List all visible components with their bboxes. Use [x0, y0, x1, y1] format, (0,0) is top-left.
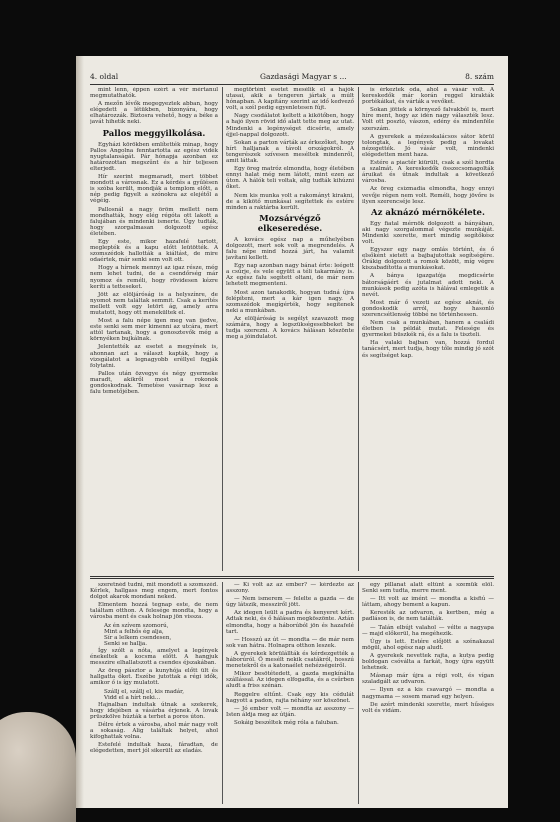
article-heading: Mozsárvégző elkeseredése.	[257, 213, 323, 234]
feuilleton-column-3	[362, 582, 494, 804]
paragraph: Nem kis munka volt a rakományt kirakni, de a kikötő munkásai segítettek és estére minden a raktárba került.	[226, 192, 354, 211]
paragraph: Egyházi körökben említették minap, hogy Pallos Angolna fenntartotta az egész vidék nyugtalanságát. Pár hónapja azonban ez határozottan megszűnt és a hír teljesen elterjedt.	[90, 141, 218, 172]
header-rule	[90, 84, 494, 85]
paragraph: Sokan a parton várták az érkezőket, hogy hírt halljanak a távoli országokról. A tengerészek szívesen meséltek mindenről, amit láttak.	[226, 139, 354, 165]
column-divider	[358, 582, 359, 804]
paragraph: Sokáig beszéltek még róla a faluban.	[234, 719, 339, 726]
paragraph: Egy nap azonban nagy bánat érte: leégett a csűrje, és vele együtt a téli takarmány is. Az egész falu segített oltani, de már nem lehetett megmenteni.	[226, 263, 354, 288]
paragraph: Az idegen leült a padra és kenyeret kért. Adtak neki, és ő hálásan megköszönte. Aztán elmondta, hogy a háborúból jön és hazafelé tart.	[226, 610, 354, 635]
paragraph: Estefelé indultak haza, fáradtan, de elégedetten, mert jól sikerült az eladás.	[90, 742, 218, 755]
paragraph: Reggelre eltűnt. Csak egy kis cédulát hagyott a padon, rajta néhány sor köszönet.	[226, 691, 354, 704]
paragraph: Keresték az udvaron, a kertben, még a padláson is, de nem találták.	[362, 610, 494, 623]
column-1	[90, 87, 218, 571]
paragraph: Egy este, mikor hazafelé tartott, meglepték és a kapu előtt leütötték. A szomszédok hallották a kiáltást, de mire odaértek, már senki sem volt ott.	[90, 238, 218, 264]
verse-line: Sír a lelkem csendesen,	[104, 634, 172, 641]
paragraph: A gyerekek a mézeskalácsos sátor körül tolongtak, a legények pedig a lovakat nézegették. Jó vásár volt, mindenki elégedetten ment haza.	[362, 133, 494, 158]
paragraph: Hír szerint megmaradt, mert többet mondott a városnak. Ez a kérdés a gyűlésen is szóba került, mondják a templom előtt, a nép pedig figyelt a szónokra az elejétől a végéig.	[90, 174, 218, 205]
paragraph: is érkeztek oda, ahol a vásár volt. A kereskedők már korán reggel kirakták portékáikat, és várták a vevőket.	[362, 87, 494, 106]
section-rule	[90, 578, 494, 579]
paragraph: Jött az elöljáróság is a helyszínre, de nyomot nem találtak semmit. Csak a kerítés mellett volt egy letört ág, amely arra mutatott, hogy ott menekültek el.	[90, 291, 218, 316]
paragraph: — Ki volt az az ember? — kérdezte az asszony.	[226, 582, 354, 595]
paragraph: A gyerekek körülállták és kérdezgették a háborúról. Ő mesélt nekik csatákról, hosszú menetekről és a katonaélet nehézségeiről.	[226, 650, 354, 670]
paragraph: Az öreg csizmadia elmondta, hogy ennyi vevője régen nem volt. Reméli, hogy jövőre is ilyen szerencséje lesz.	[362, 186, 494, 205]
verse-block	[90, 689, 218, 701]
paragraph: mint lenn, éppen ezért a vér mértanul megmutathatók.	[90, 87, 218, 100]
paragraph: Másnap már újra a régi volt, és vígan szaladgált az udvaron.	[362, 673, 494, 686]
thumb-holding-page	[0, 712, 76, 822]
paragraph: egy pillanat alatt eltűnt a szemük elől. Senki sem tudta, merre ment.	[362, 582, 494, 595]
paragraph: Délre értek a városba, ahol már nagy volt a sokaság. Alig találtak helyet, ahol kifoghattak volna.	[90, 721, 218, 741]
paragraph: Sokan jöttek a környező falvakból is, mert híre ment, hogy az idén nagy választék lesz. Volt ott posztó, vászon, edény és mindenféle szerszám.	[362, 107, 494, 132]
feuilleton-column-1	[90, 582, 218, 804]
verse-line: Senki se hallja.	[104, 640, 148, 647]
column-divider	[222, 87, 223, 571]
paragraph: — Itt volt az imént — mondta a kisfiú — láttam, ahogy bement a kapun.	[362, 596, 494, 609]
paragraph: A mezőn lévők megegyeztek abban, hogy elégedett a létükben, bizonyára, hogy elhatározzák. Biztosra vehető, hogy a béke a javát hihetik neki.	[90, 101, 218, 126]
paragraph: — Ilyen ez a kis csavargó — mondta a nagymama — sosem marad egy helyen.	[362, 687, 494, 700]
paragraph: Jelentették az esetet a megyének is, ahonnan azt a választ kapták, hogy a vizsgálatot a legnagyobb eréllyel fogják folytatni.	[90, 344, 218, 369]
paragraph: szeretnéd tudni, mit mondott a szomszéd. Kérlek, hallgass meg engem, mert fontos dolgot akarok mondani neked.	[90, 582, 218, 601]
paragraph: A bánya igazgatója megdicsérte bátorságáért és jutalmat adott neki. A munkások pedig azóta is hálával emlegetik a nevét.	[362, 273, 494, 298]
paragraph: Így szólt a nóta, amelyet a legények énekeltek a kocsma előtt. A hangjuk messzire elhallatszott a csendes éjszakában.	[90, 647, 218, 667]
paragraph: Egy fiatal mérnök dolgozott a bányában, aki nagy szorgalommal végezte munkáját. Mindenki szerette, mert mindig segítőkész volt.	[362, 220, 494, 245]
verse-line: Szállj el, szállj el, kis madár,	[104, 688, 184, 695]
paragraph: Mikor besötétedett, a gazda megkínálta szállással. Az idegen elfogadta, és a csűrben aludt a friss szénán.	[226, 671, 354, 690]
issue-number: 8. szám	[465, 72, 494, 81]
paragraph: Nem csak a munkában, hanem a családi életben is példát mutat. Felesége és gyermekei büszkék rá, és a falu is tiszteli.	[362, 320, 494, 339]
verse-line: Mint a felhős ég alja,	[104, 628, 164, 635]
verse-line: Az én szívem szomorú,	[104, 622, 169, 629]
page-header	[90, 72, 494, 82]
article-heading: Pallos meggyilkolása.	[102, 128, 206, 139]
paragraph: — Nem ismerem — felelte a gazda — de úgy látszik, messziről jött.	[226, 596, 354, 609]
column-3	[362, 87, 494, 571]
page-edge-shadow	[76, 56, 84, 808]
article-heading: Az aknázó mérnökélete.	[371, 207, 485, 218]
paragraph: — Hosszú az út — mondta — de már nem sok van hátra. Holnapra otthon leszek.	[226, 636, 354, 649]
paragraph: Most a falu népe igen meg van ijedve, este senki sem mer kimenni az utcára, mert attól tartanak, hogy a gonosztevők még a környéken bujkálnak.	[90, 318, 218, 343]
section-rule	[90, 576, 494, 577]
feuilleton-column-2	[226, 582, 354, 804]
paragraph: Pallosnál a nagy öröm mellett nem mondhatták, hogy elég régóta ott lakott a falujában és mindenki ismerte. Úgy tudták, hogy szorgalmasan dolgozott egész életében.	[90, 206, 218, 237]
paragraph: Az öreg pásztor a kunyhója előtt ült és hallgatta őket. Eszébe jutottak a régi idők, amikor ő is így mulatott.	[90, 668, 218, 687]
paragraph: A kovács egész nap a műhelyében dolgozott, mert sok volt a megrendelés. A falu népe mind hozzá járt, ha valamit javítani kellett.	[226, 236, 354, 262]
verse-line: Vidd el a hírt neki...	[104, 694, 161, 701]
paragraph: Nagy csodálatot keltett a kikötőben, hogy a hajó ilyen rövid idő alatt tette meg az utat. Mindenki a legénységet dicsérte, amely éjjel-nappal dolgozott.	[226, 113, 354, 138]
column-2	[226, 87, 354, 571]
paragraph: Pallos után özvegye és négy gyermeke maradt, akikről most a rokonok gondoskodnak. Temetése vasárnap lesz a falu temetőjében.	[90, 370, 218, 396]
paragraph: megtörtént esetet mesélik el a hajók utasai, akik a tengeren jártak a múlt hónapban. A kapitány szerint az idő kedvező volt, a szél pedig egyenletesen fújt.	[226, 87, 354, 112]
paragraph: Elmentem hozzá tegnap este, de nem találtam otthon. A felesége mondta, hogy a városba ment és csak holnap jön vissza.	[90, 602, 218, 621]
paragraph: Egy öreg matróz elmondta, hogy életében ennyi halat még nem látott, mint ezen az úton. A hálók teli voltak, alig tudták kihúzni őket.	[226, 166, 354, 191]
paragraph: Az elöljáróság is segélyt szavazott meg számára, hogy a legszükségesebbeket be tudja szerezni. A kovács hálásan köszönte meg a jóindulatot.	[226, 315, 354, 341]
paragraph: Ha valaki bajban van, hozzá fordul tanácsért, mert tudja, hogy tőle mindig jó szót és segítséget kap.	[362, 340, 494, 359]
newspaper-page	[76, 56, 508, 808]
verse-block	[90, 623, 218, 647]
paragraph: Most azon tanakodik, hogyan tudná újra felépíteni, mert a kár igen nagy. A szomszédok megígérték, hogy segítenek neki a munkában.	[226, 289, 354, 314]
masthead-title: Gazdasági Magyar s ...	[260, 72, 347, 81]
paragraph: — Talán elbújt valahol — vélte a nagyapa — majd előkerül, ha megéhezik.	[362, 624, 494, 637]
paragraph: Egyszer egy nagy omlás történt, és ő elsőként sietett a bajbajutottak segítségére. Órákig dolgozott a romok között, míg végre kiszabadította a munkásokat.	[362, 247, 494, 272]
column-divider	[358, 87, 359, 571]
paragraph: A gyerekek nevettek rajta, a kutya pedig boldogan csóválta a farkát, hogy újra együtt lehetnek.	[362, 652, 494, 672]
paragraph: Most már ő vezeti az egész aknát, és gondoskodik arról, hogy hasonló szerencsétlenség többé ne történhessen.	[362, 299, 494, 318]
paragraph: Úgy is lett. Estére előjött a szénakazal mögül, ahol egész nap aludt.	[362, 638, 494, 651]
paragraph: Estére a piactér kiürült, csak a szél hordta a szalmát. A kereskedők összecsomagolták áruikat és útnak indultak a következő városba.	[362, 160, 494, 185]
column-divider	[222, 582, 223, 804]
paragraph: De azért mindenki szerette, mert hűséges volt és vidám.	[362, 701, 494, 714]
paragraph: Hajnalban indultak útnak a szekerek, hogy idejében a vásárba érjenek. A lovak prüszkölve húzták a terhet a poros úton.	[90, 701, 218, 720]
page-number: 4. oldal	[90, 72, 119, 81]
paragraph: Hogy a hírnek mennyi az igaz része, még nem lehet tudni, de a csendőrség már nyomoz és reméli, hogy rövidesen kézre keríti a tetteseket.	[90, 265, 218, 290]
paragraph: — Jó ember volt — mondta az asszony — Isten áldja meg az útján.	[226, 705, 354, 718]
